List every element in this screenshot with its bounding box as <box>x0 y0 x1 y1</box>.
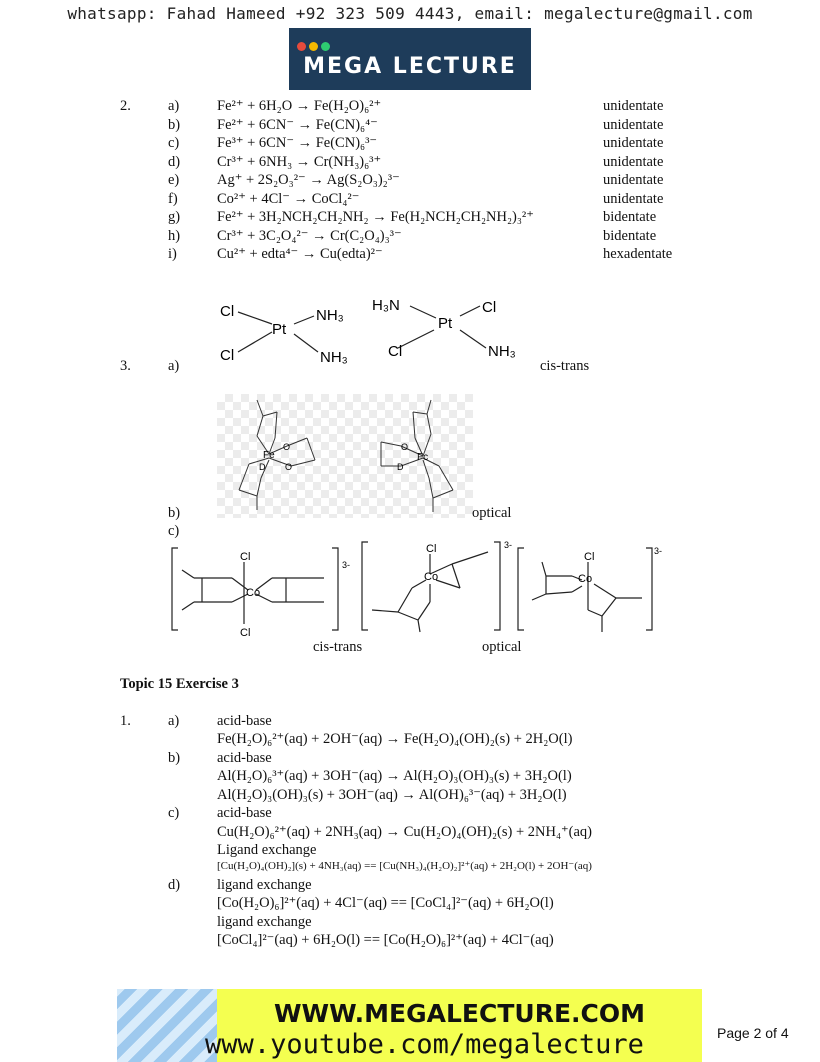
logo-dot-yellow <box>309 42 318 51</box>
ex-label-c: c) <box>168 805 180 821</box>
q2-equation-b: Fe²⁺ + 6CN⁻ → Fe(CN)₆⁴⁻ <box>217 117 378 133</box>
cis-nh3-top: NH₃ <box>316 307 344 324</box>
q2-label-d: d) <box>168 154 181 170</box>
ex-label-b: b) <box>168 750 181 766</box>
ex-d-line-2: [Co(H₂O)₆]²⁺(aq) + 4Cl⁻(aq) == [CoCl₄]²⁻(aq) + 6H₂O(l) <box>217 895 554 911</box>
q2-label-b: b) <box>168 117 181 133</box>
q2-equation-d: Cr³⁺ + 6NH₃ → Cr(NH₃)₆³⁺ <box>217 154 382 170</box>
fc-right: Fc <box>417 452 429 463</box>
right-d: D <box>397 462 404 472</box>
ex-d-line-1: ligand exchange <box>217 877 312 893</box>
ex-c-line-4: [Cu(H₂O)₄(OH)₂](s) + 4NH₃(aq) == [Cu(NH₃)₄(H₂O)₂]²⁺(aq) + 2H₂O(l) + 2OH⁻(aq) <box>217 860 592 872</box>
c1-charge: 3- <box>342 560 351 570</box>
q3-number: 3. <box>120 358 131 374</box>
c1-cl-bottom: Cl <box>240 627 251 639</box>
ex-label-a: a) <box>168 713 180 729</box>
exercise-title: Topic 15 Exercise 3 <box>120 676 239 692</box>
q3-answer-b: optical <box>472 505 512 521</box>
trans-nh3: NH₃ <box>488 343 516 360</box>
q2-label-c: c) <box>168 135 180 151</box>
ex-c-line-1: acid-base <box>217 805 272 821</box>
left-d: D <box>259 462 266 472</box>
q2-label-i: i) <box>168 246 177 262</box>
q2-equation-f: Co²⁺ + 4Cl⁻ → CoCl₄²⁻ <box>217 191 360 207</box>
footer-youtube[interactable]: www.youtube.com/megalecture <box>205 1029 644 1060</box>
ex-c-line-3: Ligand exchange <box>217 842 317 858</box>
q2-number: 2. <box>120 98 131 114</box>
cis-pt: Pt <box>272 321 287 338</box>
trans-cl-bottom: Cl <box>388 343 403 360</box>
q2-type-g: bidentate <box>603 209 657 225</box>
ex-b-line-3: Al(H₂O)₃(OH)₃(s) + 3OH⁻(aq) → Al(OH)₆³⁻(aq) + 3H₂O(l) <box>217 787 567 803</box>
q2-type-a: unidentate <box>603 98 664 114</box>
left-o-2: O <box>285 462 293 472</box>
q2-label-h: h) <box>168 228 181 244</box>
ex-b-line-2: Al(H₂O)₆³⁺(aq) + 3OH⁻(aq) → Al(H₂O)₃(OH)₃(s) + 3H₂O(l) <box>217 768 572 784</box>
q3-label-a: a) <box>168 358 180 374</box>
c1-cl-top: Cl <box>240 551 251 563</box>
q2-equation-a: Fe²⁺ + 6H₂O → Fe(H₂O)₆²⁺ <box>217 98 382 114</box>
trans-h3n: H₃N <box>372 297 400 314</box>
q2-type-d: unidentate <box>603 154 664 170</box>
q3-answer-a: cis-trans <box>540 358 590 374</box>
ex-c-line-2: Cu(H₂O)₆²⁺(aq) + 2NH₃(aq) → Cu(H₂O)₄(OH)₂(s) + 2NH₄⁺(aq) <box>217 824 593 840</box>
ex-a-line-2: Fe(H₂O)₆²⁺(aq) + 2OH⁻(aq) → Fe(H₂O)₄(OH)₂(s) + 2H₂O(l) <box>217 731 573 747</box>
q2-equation-c: Fe³⁺ + 6CN⁻ → Fe(CN)₆³⁻ <box>217 135 378 151</box>
q2-type-h: bidentate <box>603 228 657 244</box>
ex-a-line-1: acid-base <box>217 713 272 729</box>
q3-label-b: b) <box>168 505 181 521</box>
logo-dot-green <box>321 42 330 51</box>
q2-label-f: f) <box>168 191 178 207</box>
c3-cl: Cl <box>584 551 595 563</box>
trans-cl-top: Cl <box>482 299 497 316</box>
page-number: Page 2 of 4 <box>717 1025 789 1041</box>
pt-complex-cis <box>210 290 360 370</box>
q2-label-g: g) <box>168 209 181 225</box>
mega-lecture-logo <box>289 28 531 90</box>
q2-type-f: unidentate <box>603 191 664 207</box>
q2-equation-i: Cu²⁺ + edta⁴⁻ → Cu(edta)²⁻ <box>217 246 383 262</box>
q2-label-e: e) <box>168 172 180 188</box>
q3-answer-c-cis-trans: cis-trans <box>313 639 363 655</box>
logo-text: MEGA LECTURE <box>303 54 517 79</box>
footer-website[interactable]: WWW.MEGALECTURE.COM <box>273 999 646 1028</box>
logo-dot-red <box>297 42 306 51</box>
contact-line: whatsapp: Fahad Hameed +92 323 509 4443, email: megalecture@gmail.com <box>67 4 753 23</box>
cis-nh3-bottom: NH₃ <box>320 349 348 366</box>
right-o-1: O <box>401 442 409 452</box>
ex-d-line-3: ligand exchange <box>217 914 312 930</box>
q2-type-i: hexadentate <box>603 246 673 262</box>
c1-co: Co <box>246 587 261 599</box>
cis-cl-bottom: Cl <box>220 347 235 364</box>
fe-oxalate-structures <box>217 394 473 518</box>
q2-label-a: a) <box>168 98 180 114</box>
pt-complex-trans <box>368 290 528 370</box>
fe-oxalate-enantiomers <box>217 394 473 518</box>
co-oxalate-complexes <box>168 540 663 639</box>
c3-co: Co <box>578 573 593 585</box>
c2-cl: Cl <box>426 543 437 555</box>
fe-left: Fe <box>263 450 275 461</box>
footer-banner <box>117 989 702 1062</box>
ex-b-line-1: acid-base <box>217 750 272 766</box>
cis-cl-top: Cl <box>220 303 235 320</box>
q2-type-c: unidentate <box>603 135 664 151</box>
c2-co: Co <box>424 571 439 583</box>
q2-equation-g: Fe²⁺ + 3H₂NCH₂CH₂NH₂ → Fe(H₂NCH₂CH₂NH₂)₃²⁺ <box>217 209 534 225</box>
q2-type-e: unidentate <box>603 172 664 188</box>
ex-d-line-4: [CoCl₄]²⁻(aq) + 6H₂O(l) == [Co(H₂O)₆]²⁺(aq) + 4Cl⁻(aq) <box>217 932 554 948</box>
trans-pt: Pt <box>438 315 453 332</box>
c2-charge: 3- <box>504 540 513 550</box>
q2-equation-h: Cr³⁺ + 3C₂O₄²⁻ → Cr(C₂O₄)₃³⁻ <box>217 228 402 244</box>
q2-equation-e: Ag⁺ + 2S₂O₃²⁻ → Ag(S₂O₃)₂³⁻ <box>217 172 400 188</box>
q2-type-b: unidentate <box>603 117 664 133</box>
c3-charge: 3- <box>654 546 663 556</box>
exercise-q1-number: 1. <box>120 713 131 729</box>
q3-answer-c-optical: optical <box>482 639 522 655</box>
ex-label-d: d) <box>168 877 181 893</box>
left-o-1: O <box>283 442 291 452</box>
q3-label-c: c) <box>168 523 180 539</box>
